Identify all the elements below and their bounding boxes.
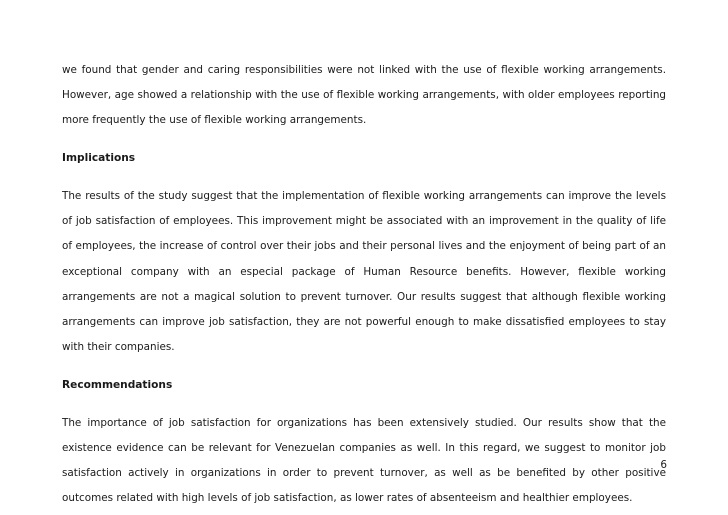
section-gap xyxy=(62,398,666,411)
implications-heading: Implications xyxy=(62,152,136,165)
section-gap xyxy=(62,134,666,147)
section-gap xyxy=(62,171,666,184)
intro-continued-paragraph: we found that gender and caring responsibilities were not linked with the use of flexible working arrangements. However, age showed a relationship with the use of flexible working arrangements, with older employees reporting more frequently the use of flexible working arrangements. xyxy=(62,64,666,127)
recommendations-paragraph: The importance of job satisfaction for organizations has been extensively studied. Our results show that the existence evidence can be relevant for Venezuelan companies as well. In this regard, we suggest to monitor job satisfaction actively in organizations in order to prevent turnover, as well as be benefited by other positive outcomes related with high levels of job satisfaction, as lower rates of absenteeism and healthier employees. xyxy=(62,416,666,505)
implications-paragraph: The results of the study suggest that the implementation of flexible working arrangements can improve the levels of job satisfaction of employees. This improvement might be associated with an improvement in the quality of life of employees, the increase of control over their jobs and their personal lives and the enjoyment of being part of an exceptional company with an especial package of Human Resource benefits. However, flexible working arrangements are not a magical solution to prevent turnover. Our results suggest that although flexible working arrangements can improve job satisfaction, they are not powerful enough to make dissatisfied employees to stay with their companies. xyxy=(62,189,666,354)
section-gap xyxy=(62,360,666,373)
page-number: 6 xyxy=(660,459,667,471)
recommendations-heading: Recommendations xyxy=(62,379,173,391)
page-body xyxy=(62,58,666,512)
